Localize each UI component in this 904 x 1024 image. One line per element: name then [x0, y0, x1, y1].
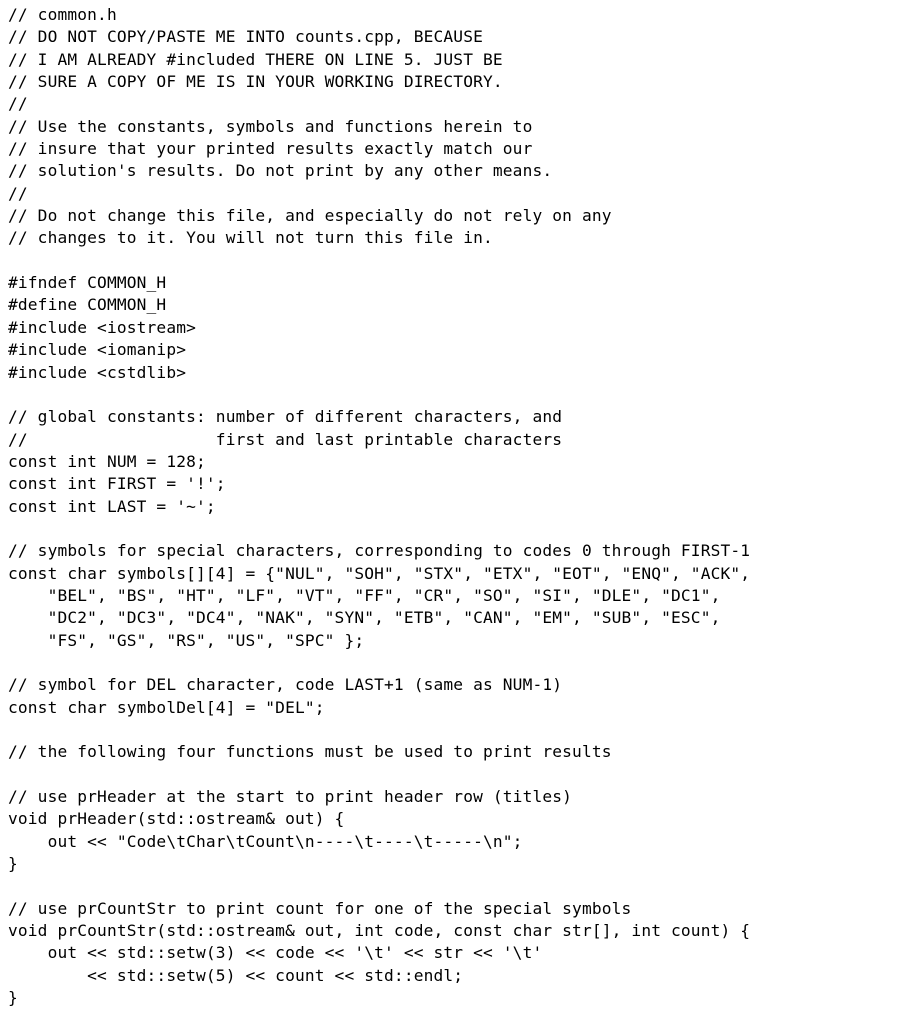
code-line-5: //: [8, 94, 28, 114]
code-line-14: #define COMMON_H: [8, 295, 167, 315]
code-line-37: void prHeader(std::ostream& out) {: [8, 809, 345, 829]
code-line-15: #include <iostream>: [8, 317, 197, 337]
code-line-22: const int FIRST = '!';: [8, 474, 226, 494]
code-line-9: //: [8, 183, 28, 203]
code-line-35: [8, 764, 900, 786]
code-line-28: "DC2", "DC3", "DC4", "NAK", "SYN", "ETB", "CAN", "EM", "SUB", "ESC",: [8, 608, 721, 628]
code-line-23: const int LAST = '~';: [8, 496, 216, 516]
code-line-11: // changes to it. You will not turn this file in.: [8, 228, 493, 248]
code-line-31: // symbol for DEL character, code LAST+1 (same as NUM-1): [8, 675, 563, 695]
code-line-2: // DO NOT COPY/PASTE ME INTO counts.cpp, BECAUSE: [8, 27, 483, 47]
code-line-32: const char symbolDel[4] = "DEL";: [8, 697, 325, 717]
code-line-40: [8, 875, 900, 897]
code-line-12: [8, 250, 900, 272]
code-line-20: // first and last printable characters: [8, 429, 563, 449]
code-line-7: // insure that your printed results exactly match our: [8, 139, 533, 159]
code-line-36: // use prHeader at the start to print header row (titles): [8, 787, 573, 807]
code-line-39: }: [8, 854, 18, 874]
code-line-1: // common.h: [8, 5, 117, 24]
code-line-6: // Use the constants, symbols and functions herein to: [8, 116, 533, 136]
code-line-41: // use prCountStr to print count for one of the special symbols: [8, 898, 632, 918]
code-line-24: [8, 518, 900, 540]
code-line-13: #ifndef COMMON_H: [8, 273, 167, 293]
code-line-42: void prCountStr(std::ostream& out, int code, const char str[], int count) {: [8, 921, 751, 941]
code-line-8: // solution's results. Do not print by any other means.: [8, 161, 553, 181]
code-line-18: [8, 384, 900, 406]
code-line-21: const int NUM = 128;: [8, 451, 206, 471]
code-line-38: out << "Code\tChar\tCount\n----\t----\t-----\n";: [8, 831, 523, 851]
code-line-34: // the following four functions must be used to print results: [8, 742, 612, 762]
code-line-44: << std::setw(5) << count << std::endl;: [8, 965, 464, 985]
code-line-19: // global constants: number of different characters, and: [8, 407, 563, 427]
code-line-45: }: [8, 988, 18, 1008]
code-line-27: "BEL", "BS", "HT", "LF", "VT", "FF", "CR", "SO", "SI", "DLE", "DC1",: [8, 585, 721, 605]
code-listing: [8, 4, 900, 1009]
code-line-25: // symbols for special characters, corresponding to codes 0 through FIRST-1: [8, 541, 751, 561]
code-line-29: "FS", "GS", "RS", "US", "SPC" };: [8, 630, 365, 650]
code-line-17: #include <cstdlib>: [8, 362, 187, 382]
code-line-16: #include <iomanip>: [8, 340, 187, 360]
code-line-10: // Do not change this file, and especially do not rely on any: [8, 206, 612, 226]
code-line-26: const char symbols[][4] = {"NUL", "SOH", "STX", "ETX", "EOT", "ENQ", "ACK",: [8, 563, 751, 583]
code-line-33: [8, 719, 900, 741]
code-line-4: // SURE A COPY OF ME IS IN YOUR WORKING DIRECTORY.: [8, 72, 503, 92]
code-line-30: [8, 652, 900, 674]
code-line-3: // I AM ALREADY #included THERE ON LINE 5. JUST BE: [8, 49, 503, 69]
code-line-43: out << std::setw(3) << code << '\t' << str << '\t': [8, 943, 543, 963]
